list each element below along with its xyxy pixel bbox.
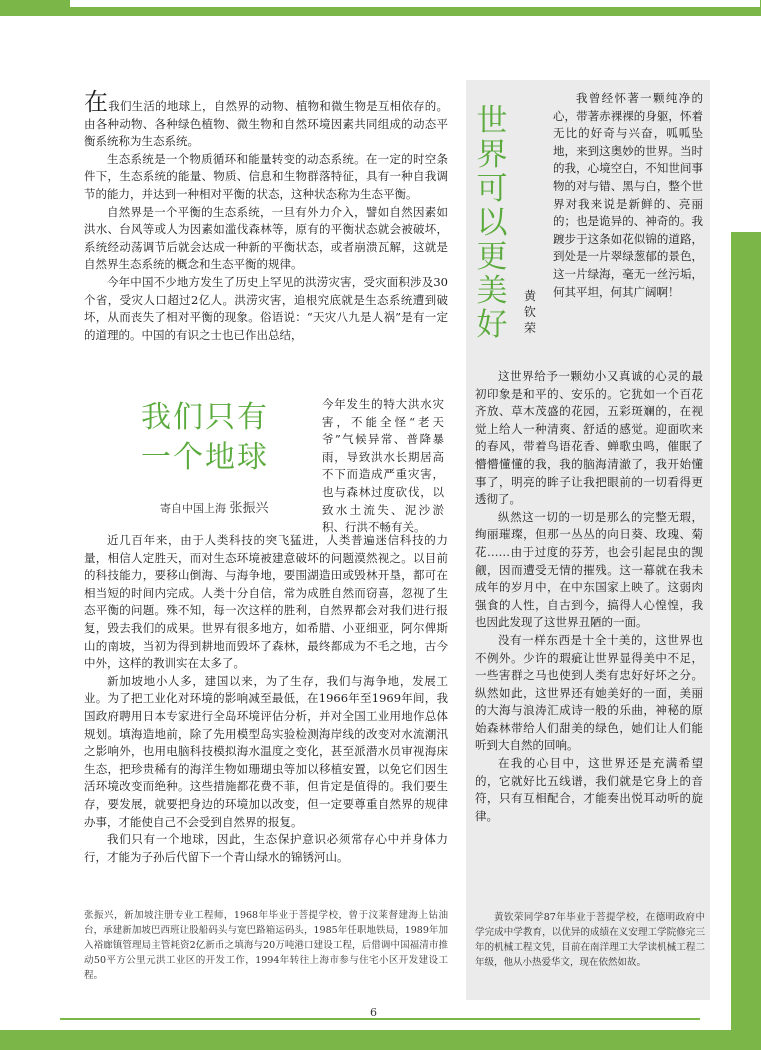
article1-title: 我们只有 一个地球 — [141, 400, 269, 475]
article2-title: 世 界 可 以 更 美 好 — [476, 103, 508, 343]
article2-paragraph-5: 在我的心目中，这世界还是充满希望的，它就好比五线谱，我们就是它身上的音符，只有互相配合，才能奏出悦耳动听的旋律。 — [475, 756, 703, 823]
page-number: 6 — [370, 1006, 377, 1019]
top-bar-notch — [70, 0, 760, 7]
article1-paragraph-6: 新加坡地小人多，建国以来，为了生存，我们与海争地，发展工业。为了把工业化对环境的影响减至最低，在1966年至1969年间，我国政府聘用日本专家进行全岛环境评估分析，并对全国工业用地作总体规划。填海造地前，除了先用模型岛实验检测海岸线的改变对水流潮汛之影响外，也用电脑科技模拟海水温度之变化，甚至派潜水员审视海床生态，把珍贵稀有的海洋生物如珊瑚虫等加以移植安置，以免它们因生活环境改变而绝种。这些措施都花费不菲，但肯定是值得的。我们要生存，要发展，就要把身边的环境加以改变，但一定要尊重自然界的规律办事，才能使自己不会受到自然界的报复。 — [84, 673, 448, 829]
article1-paragraph-1: 在我们生活的地球上，自然界的动物、植物和微生物是互相依存的。由各种动物、各种绿色植物、微生物和自然环境因素共同组成的动态平衡系统称为生态系统。 — [84, 88, 449, 149]
article1-paragraph-7: 我们只有一个地球，因此，生态保护意识必须常存心中并身体力行，才能为子孙后代留下一个青山绿水的锦锈河山。 — [84, 832, 448, 864]
article1-paragraph-2: 生态系统是一个物质循环和能量转变的动态系统。在一定的时空条件下，生态系统的能量、物质、信息和生物群落特征，具有一种自我调节的能力，并达到一种相对平衡的状态，这种状态称为生态平衡。 — [84, 151, 448, 201]
dropcap: 在 — [84, 88, 109, 116]
article1-body — [84, 532, 448, 866]
author-name: 张振兴 — [229, 501, 269, 516]
article1-paragraph-4-continued: 今年发生的特大洪水灾害，不能全怪“老天爷”气候异常、普降暴雨，导致洪水长期居高不下而造成严重灾害，也与森林过度砍伐，以致水土流失、泥沙淤积、行洪不畅有关。 — [322, 397, 444, 535]
article2-paragraph-4: 没有一样东西是十全十美的，这世界也不例外。少许的瑕疵让世界显得美中不足，一些害群之马也使到人类有忠好好坏之分。纵然如此，这世界还有她美好的一面，美丽的大海与浪涛汇成诗一般的乐曲，神秘的原始森林带给人们甜美的绿色，她们让人们能听到大自然的回响。 — [475, 632, 703, 753]
article1-author-note: 张振兴，新加坡注册专业工程师，1968年毕业于菩提学校，曾于汶莱督建海上钻油台，承建新加坡巴西班让股船码头与宽巴路箱运码头，1985年任职地铁局，1989年加入裕廊镇管理局主管耗资2亿新币之填海与20万吨港口建设工程，后借调中国福清市推动50平方公里元洪工业区的开发工作，1994年转往上海市参与住宅小区开发建设工程。 — [84, 910, 448, 981]
article2-paragraph-1: 我曾经怀著一颗纯净的心，带著赤裸裸的身躯，怀着无比的好奇与兴奋，呱呱坠地，来到这奥妙的世界。当时的我，心境空白，不知世间事物的对与错、黑与白，整个世界对我来说是新鲜的、亮丽的；也是诡异的、神奇的。我踱步于这条如花似锦的道路，到处是一片翠绿葱郁的景色，这一片绿海，毫无一丝污垢，何其平坦，何其广阔啊！ — [553, 91, 703, 299]
article1-paragraph-3: 自然界是一个平衡的生态系统，一旦有外力介入，譬如自然因素如洪水、台风等或人为因素如滥伐森林等，原有的平衡状态就会被破坏，系统经动荡调节后就会达成一种新的平衡状态，或者崩溃瓦解，这就是自然界生态系统的概念和生态平衡的规律。 — [84, 204, 448, 272]
article1-byline: 寄自中国上海 张振兴 — [160, 501, 269, 516]
article1-intro — [84, 88, 449, 344]
bottom-green-line — [60, 1018, 700, 1020]
article1-paragraph-4: 今年中国不少地方发生了历史上罕见的洪涝灾害，受灾面积涉及30个省，受灾人口超过2亿人。洪涝灾害，追根究底就是生态系统遭到破坏，从而丧失了相对平衡的现象。俗语说：“天灾八九是人祸”是有一定的道理的。中国的有识之士也已作出总结， — [84, 274, 448, 342]
article2-author: 黄 钦 荣 — [523, 289, 536, 335]
article2-author-note: 黄钦荣同学87年毕业于菩提学校，在德明政府中学完成中学教育，以优异的成绩在义安理工学院修完三年的机械工程文凭，目前在南洋理工大学读机械工程二年级，他从小热爱华文，现在依然如故。 — [475, 912, 705, 968]
article2-opening — [553, 90, 703, 301]
article2-paragraph-2: 这世界给予一颗幼小又真诚的心灵的最初印象是和平的、安乐的。它犹如一个百花齐放、草木茂盛的花园，五彩斑斓的，在视觉上给人一种清爽、舒适的感觉。迎面吹来的春风，带着鸟语花香、蝉歌虫鸣，催眠了懵懵懂懂的我，我的脑海清澈了，我开始懂事了，明亮的眸子让我把眼前的一切看得更透彻了。 — [475, 369, 703, 507]
bottom-green-bar — [0, 1030, 761, 1050]
right-green-stripe — [731, 232, 761, 1032]
article2-body — [475, 368, 703, 825]
article1-paragraph-5: 近几百年来，由于人类科技的突飞猛进，人类普遍迷信科技的力量，相信人定胜天，而对生态环境被建意破坏的问题漠然视之。以目前的科技能力，要移山倒海、与海争地，要围湖造田或毁林开垦，都可在相当短的时间内完成。人类十分自信，常为成胜自然而窃喜，忽视了生态平衡的问题。殊不知，每一次这样的胜利，自然界都会对我们进行报复，毁去我们的成果。世界有很多地方，如希腊、小亚细亚，阿尔俾斯山的南坡，当初为得到耕地而毁坏了森林，最终都成为不毛之地，古今中外，这样的教训实在太多了。 — [84, 533, 448, 671]
article2-paragraph-3: 纵然这一切的一切是那么的完整无瑕，绚丽璀璨，但那一丛丛的向日葵、玫瑰、菊花……由于过度的芬芳，也会引起昆虫的觊觎，因而遭受无情的摧残。这一幕就在我未成年的岁月中，在中东国家上映了。这弱肉强食的人性，自古到今，搞得人心惶惶，我也因此发现了这世界丑陋的一面。 — [475, 509, 703, 630]
